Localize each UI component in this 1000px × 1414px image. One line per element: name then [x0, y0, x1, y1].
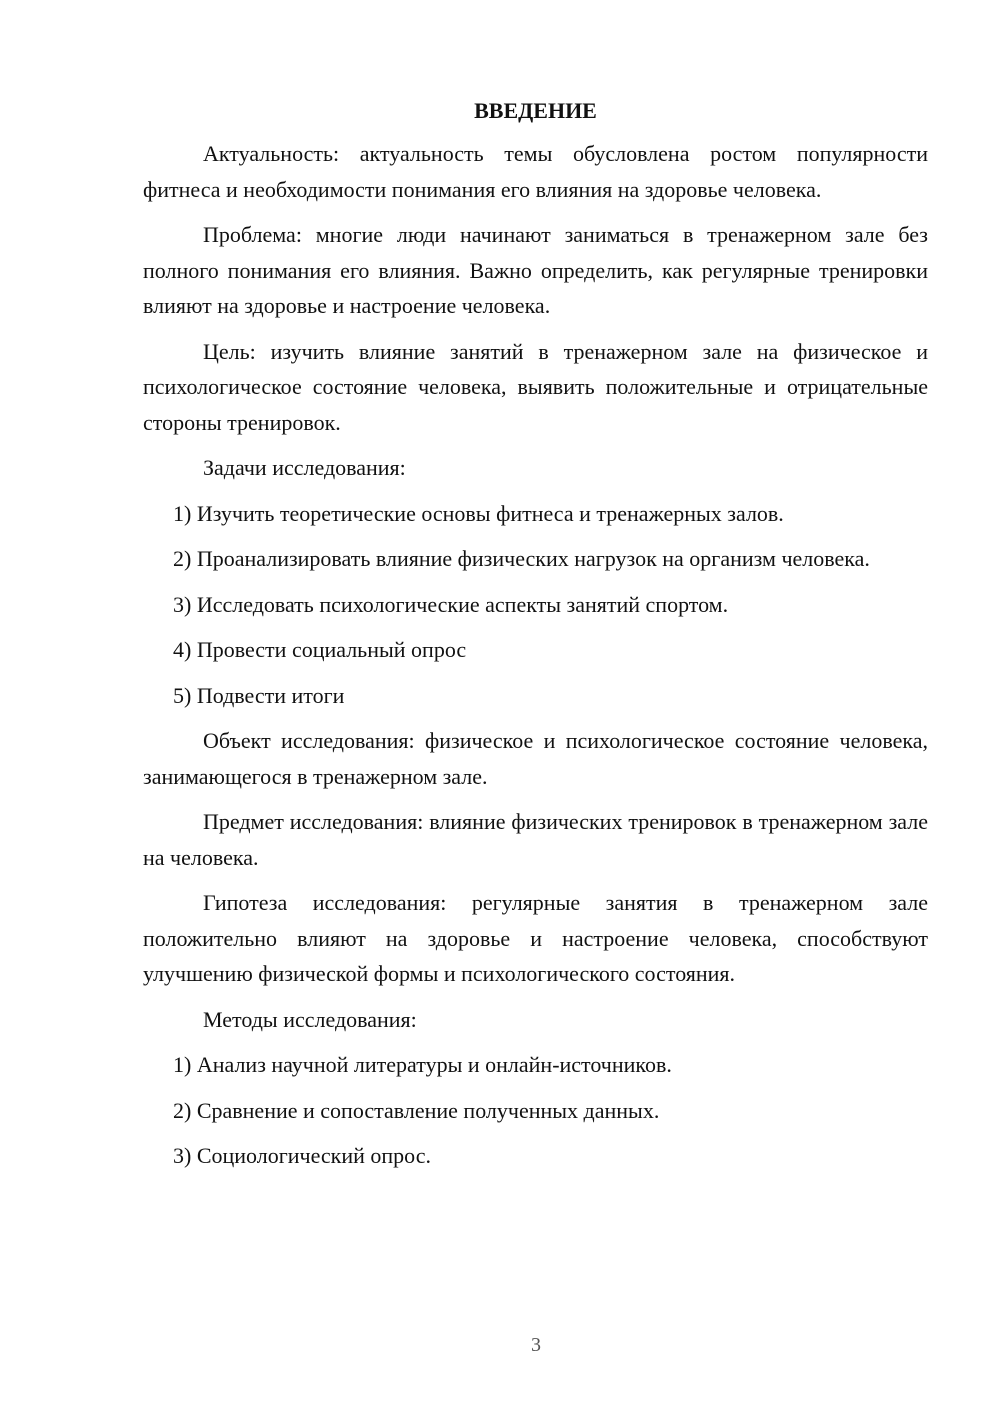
method-item: 3) Социологический опрос. — [173, 1143, 431, 1168]
object-paragraph: Объект исследования: физическое и психологическое состояние человека, занимающегося в тренажерном зале. — [143, 728, 928, 789]
method-item: 2) Сравнение и сопоставление полученных данных. — [173, 1097, 660, 1123]
task-item: 2) Проанализировать влияние физических нагрузок на организм человека. — [173, 546, 870, 571]
subject-paragraph: Предмет исследования: влияние физических тренировок в тренажерном зале на человека. — [143, 809, 928, 870]
hypothesis-paragraph: Гипотеза исследования: регулярные занятия в тренажерном зале положительно влияют на здоровье и настроение человека, способствуют улучшению физической формы и психологического состояния. — [143, 890, 928, 986]
section-title: ВВЕДЕНИЕ — [474, 98, 597, 123]
task-item: 5) Подвести итоги — [173, 682, 345, 708]
task-item: 3) Исследовать психологические аспекты занятий спортом. — [173, 591, 729, 617]
goal-paragraph: Цель: изучить влияние занятий в тренажерном зале на физическое и психологическое состояние человека, выявить положительные и отрицательные стороны тренировок. — [143, 338, 928, 435]
tasks-heading: Задачи исследования: — [203, 455, 406, 480]
method-item: 1) Анализ научной литературы и онлайн-источников. — [173, 1052, 672, 1077]
task-item: 4) Провести социальный опрос — [173, 637, 467, 662]
document-body — [143, 96, 928, 1184]
page-number: 3 — [531, 1334, 541, 1356]
methods-heading: Методы исследования: — [203, 1006, 417, 1032]
task-item: 1) Изучить теоретические основы фитнеса и тренажерных залов. — [173, 500, 784, 526]
relevance-paragraph: Актуальность: актуальность темы обусловлена ростом популярности фитнеса и необходимости понимания его влияния на здоровье человека. — [143, 141, 928, 202]
problem-paragraph: Проблема: многие люди начинают заниматься в тренажерном зале без полного понимания его влияния. Важно определить, как регулярные тренировки влияют на здоровье и настроение человека. — [143, 222, 928, 318]
